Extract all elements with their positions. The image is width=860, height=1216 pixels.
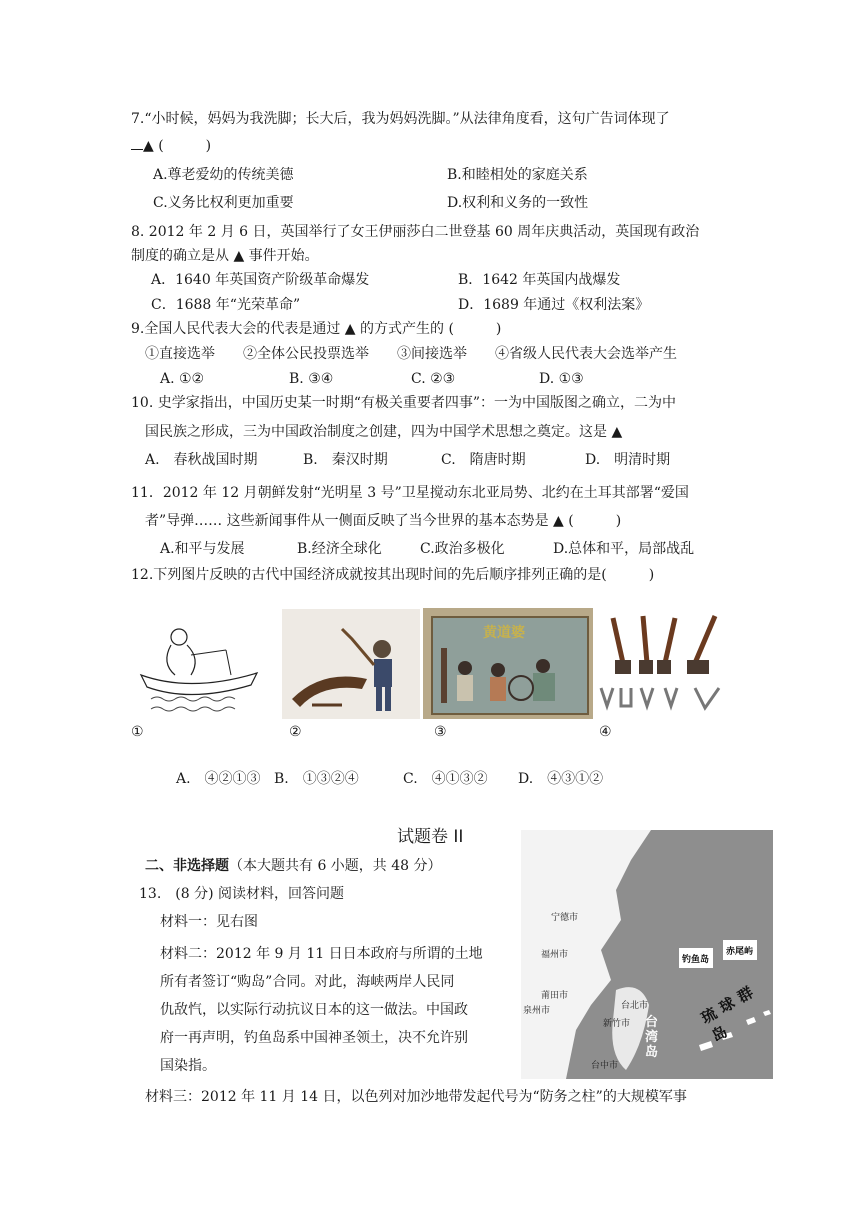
q12-option-c: C. ④①③② (403, 771, 488, 787)
map-label-hsinchu: 新竹市 (603, 1019, 631, 1029)
pic3-caption: 黄道婆 (483, 625, 525, 641)
diaoyu-map (521, 830, 773, 1079)
q10-stem-line1: 10. 史学家指出，中国历史某一时期“有极关重要者四事”：一为中国版图之确立，二为中 (131, 395, 677, 411)
q9-items: ①直接选举 ②全体公民投票选举 ③间接选举 ④省级人民代表大会选举产生 (145, 346, 677, 362)
q12-stem: 12.下列图片反映的古代中国经济成就按其出现时间的先后顺序排列正确的是( ) (131, 567, 655, 583)
q7-option-d: D.权利和义务的一致性 (447, 195, 589, 211)
q8-option-a: A．1640 年英国资产阶级革命爆发 (151, 272, 370, 288)
q10-option-a: A. 春秋战国时期 (145, 452, 258, 468)
q8-stem-line1: 8. 2012 年 2 月 6 日，英国举行了女王伊丽莎白二世登基 60 周年庆典活动，英国现有政治 (131, 224, 700, 240)
q13-material-2-line1: 材料二：2012 年 9 月 11 日日本政府与所谓的土地 (160, 946, 483, 962)
boat-sketch-image (131, 615, 267, 719)
map-label-taichung: 台中市 (591, 1061, 619, 1071)
q10-option-c: C. 隋唐时期 (441, 452, 526, 468)
q8-option-b: B．1642 年英国内战爆发 (458, 272, 621, 288)
map-label-chiwei: 赤尾屿 (726, 947, 754, 957)
map-label-ryukyu: 琉球群岛 (698, 980, 762, 1046)
q7-option-c: C.义务比权利更加重要 (153, 195, 294, 211)
q12-option-a: A. ④②①③ (176, 771, 261, 787)
q13-material-2-line3: 仇敌忾，以实际行动抗议日本的这一做法。中国政 (160, 1002, 468, 1018)
q13-material-1: 材料一：见右图 (160, 914, 258, 930)
q9-option-d: D. ①③ (539, 371, 584, 387)
pic-label-3: ③ (434, 724, 447, 740)
q12-option-b: B. ①③②④ (274, 771, 359, 787)
pic-label-1: ① (131, 724, 144, 740)
q9-option-a: A. ①② (160, 371, 205, 387)
q11-stem-line2: 者”导弹…… 这些新闻事件从一侧面反映了当今世界的基本态势是 ▲ ( ) (145, 513, 622, 529)
q13-material-2-line5: 国染指。 (160, 1058, 216, 1074)
huang-daopo-image (423, 608, 593, 719)
q8-stem-line2: 制度的确立是从 ▲ 事件开始。 (131, 248, 319, 264)
q10-option-b: B. 秦汉时期 (303, 452, 388, 468)
q11-option-c: C.政治多极化 (420, 541, 505, 557)
map-label-ningde: 宁德市 (551, 913, 579, 923)
q9-option-c: C. ②③ (411, 371, 456, 387)
q9-option-b: B. ③④ (289, 371, 334, 387)
q13-stem: 13. (8 分) 阅读材料，回答问题 (139, 886, 344, 902)
plough-farmer-image (282, 609, 420, 719)
section-heading (145, 857, 442, 875)
q11-option-b: B.经济全球化 (297, 541, 382, 557)
section-heading-note: （本大题共有 6 小题，共 48 分） (229, 858, 442, 874)
q7-option-a: A.尊老爱幼的传统美德 (153, 167, 294, 183)
q13-material-3: 材料三：2012 年 11 月 14 日，以色列对加沙地带发起代号为“防务之柱”的大规模军事 (145, 1089, 687, 1105)
section-heading-label: 二、非选择题 (145, 858, 229, 874)
map-label-fuzhou: 福州市 (541, 950, 569, 960)
map-label-taiwan: 台湾岛 (645, 1015, 659, 1060)
q7-blank: ▲ ( ) (143, 138, 212, 154)
q11-option-a: A.和平与发展 (160, 541, 245, 557)
q11-stem-line1: 11．2012 年 12 月朝鲜发射“光明星 3 号”卫星搅动东北亚局势、北约在土耳其部署“爱国 (131, 485, 689, 501)
q9-stem: 9.全国人民代表大会的代表是通过 ▲ 的方式产生的 ( ) (131, 321, 502, 337)
map-label-quanzhou: 泉州市 (523, 1006, 551, 1016)
ancient-tools-image (595, 608, 730, 719)
section-title: 试题卷 II (397, 827, 464, 847)
q8-option-c: C．1688 年“光荣革命” (151, 297, 301, 313)
q7-stem-line1: 7.“小时候，妈妈为我洗脚；长大后，我为妈妈洗脚。”从法律角度看，这句广告词体现了 (131, 111, 670, 127)
map-label-taipei: 台北市 (621, 1001, 649, 1011)
q12-option-d: D. ④③①② (518, 771, 604, 787)
q10-option-d: D. 明清时期 (585, 452, 671, 468)
map-label-putian: 莆田市 (541, 991, 569, 1001)
map-label-diaoyu: 钓鱼岛 (682, 955, 710, 965)
q11-option-d: D.总体和平，局部战乱 (553, 541, 695, 557)
q8-option-d: D．1689 年通过《权利法案》 (458, 297, 650, 313)
pic-label-4: ④ (599, 724, 612, 740)
q13-material-2-line4: 府一再声明，钓鱼岛系中国神圣领土，决不允许别 (160, 1030, 468, 1046)
q7-stem-line2 (131, 137, 211, 155)
q10-stem-line2: 国民族之形成，三为中国政治制度之创建，四为中国学术思想之奠定。这是 ▲ (145, 424, 623, 440)
q13-material-2-line2: 所有者签订“购岛”合同。对此，海峡两岸人民同 (160, 974, 455, 990)
pic-label-2: ② (289, 724, 302, 740)
q7-option-b: B.和睦相处的家庭关系 (447, 167, 588, 183)
